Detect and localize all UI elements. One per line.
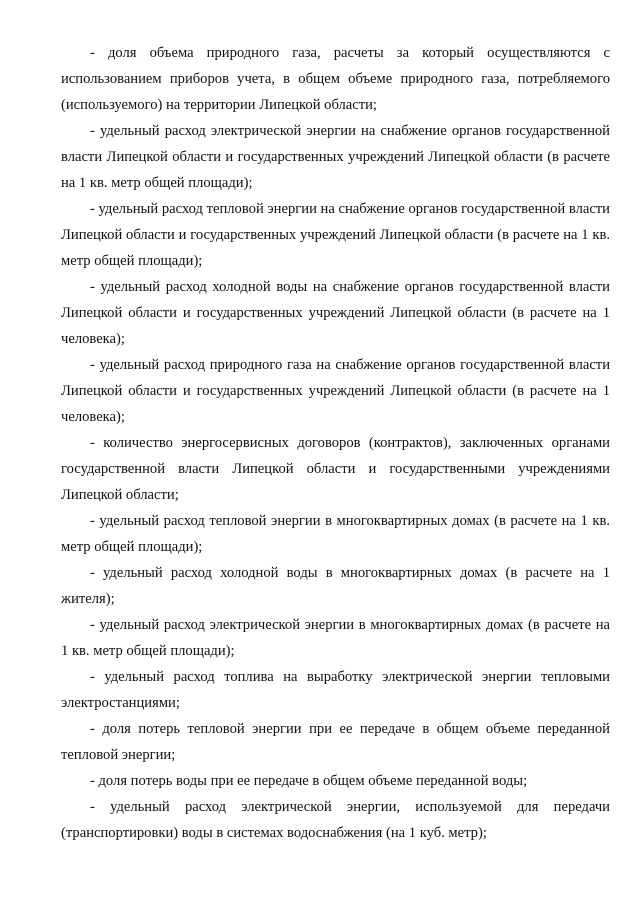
document-page (61, 40, 610, 846)
indicator-paragraph: - удельный расход тепловой энергии в многоквартирных домах (в расчете на 1 кв. метр общей площади); (61, 513, 610, 555)
indicator-paragraph: - количество энергосервисных договоров (контрактов), заключенных органами государственной власти Липецкой области и государственными учреждениями Липецкой области; (61, 435, 610, 503)
indicator-paragraph: - удельный расход электрической энергии в многоквартирных домах (в расчете на 1 кв. метр общей площади); (61, 617, 610, 659)
indicator-paragraph: - доля потерь тепловой энергии при ее передаче в общем объеме переданной тепловой энергии; (61, 721, 610, 763)
indicator-paragraph: - удельный расход природного газа на снабжение органов государственной власти Липецкой области и государственных учреждений Липецкой области (в расчете на 1 человека); (61, 357, 610, 425)
indicator-paragraph: - удельный расход холодной воды на снабжение органов государственной власти Липецкой области и государственных учреждений Липецкой области (в расчете на 1 человека); (61, 279, 610, 347)
indicator-paragraph: - удельный расход топлива на выработку электрической энергии тепловыми электростанциями; (61, 669, 610, 711)
indicator-paragraph: - доля объема природного газа, расчеты за который осуществляются с использованием приборов учета, в общем объеме природного газа, потребляемого (используемого) на территории Липецкой области; (61, 45, 610, 113)
indicator-paragraph: - удельный расход электрической энергии, используемой для передачи (транспортировки) воды в системах водоснабжения (на 1 куб. метр); (61, 799, 610, 841)
indicator-paragraph: - удельный расход холодной воды в многоквартирных домах (в расчете на 1 жителя); (61, 565, 610, 607)
indicator-paragraph: - удельный расход электрической энергии на снабжение органов государственной власти Липецкой области и государственных учреждений Липецкой области (в расчете на 1 кв. метр общей площади); (61, 123, 610, 191)
indicator-paragraph: - удельный расход тепловой энергии на снабжение органов государственной власти Липецкой области и государственных учреждений Липецкой области (в расчете на 1 кв. метр общей площади); (61, 201, 610, 269)
indicator-paragraph: - доля потерь воды при ее передаче в общем объеме переданной воды; (90, 773, 528, 789)
